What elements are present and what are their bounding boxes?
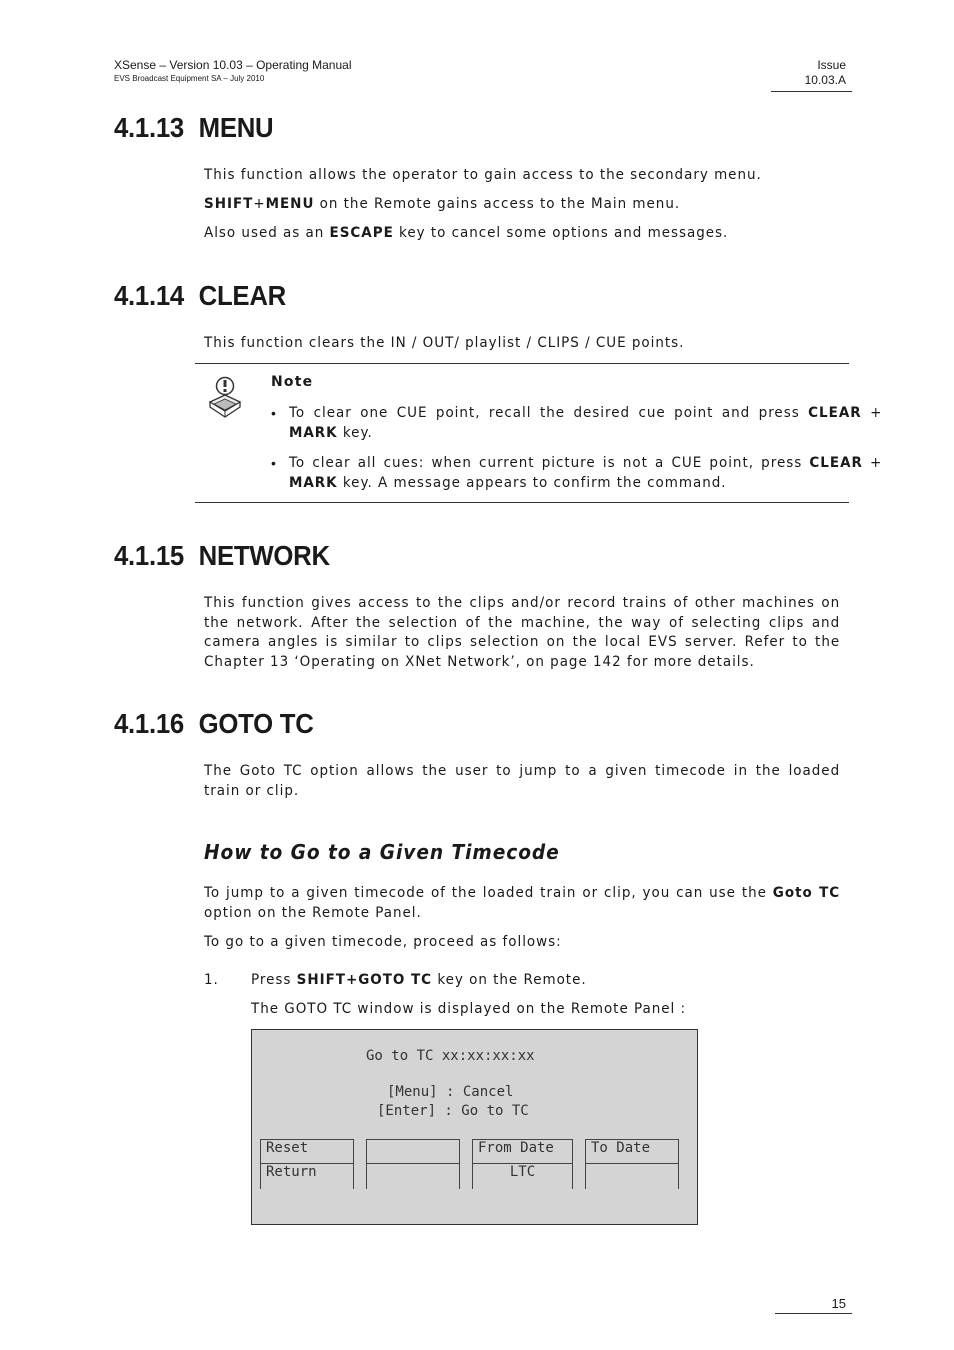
key-shift-goto-tc: SHIFT+GOTO TC [296,972,433,988]
manual-subtitle: EVS Broadcast Equipment SA – July 2010 [114,74,265,83]
panel-key-return: Return [260,1164,354,1189]
issue-value: 10.03.A [804,73,846,87]
section-number: 4.1.13 [114,112,184,143]
section-heading-goto-tc [114,708,314,740]
key-clear: CLEAR [808,405,862,421]
goto-paragraph-2: To jump to a given timecode of the loaded train or clip, you can use the Goto TC option on the Remote Panel. [204,885,841,921]
key-escape: ESCAPE [329,225,394,241]
panel-goto-tc-line: Go to TC xx:xx:xx:xx [366,1048,535,1064]
note-warning-icon [206,375,242,421]
section-title: GOTO TC [198,708,314,739]
key-shift: SHIFT [204,196,254,212]
panel-key-ltc: LTC [472,1164,573,1189]
panel-key-empty-3 [585,1164,679,1189]
section-title: NETWORK [198,540,330,571]
subheading-goto-timecode: How to Go to a Given Timecode [204,840,560,864]
issue-block [805,58,846,88]
section-number: 4.1.16 [114,708,184,739]
issue-label: Issue [817,58,846,72]
header-divider [771,91,852,92]
step-1-subtext: The GOTO TC window is displayed on the Remote Panel : [251,1001,687,1017]
key-clear: CLEAR [809,455,863,471]
key-mark: MARK [289,424,338,441]
step-1-number: 1. [204,972,219,988]
panel-key-to-date: To Date [585,1139,679,1164]
footer-divider [775,1313,852,1314]
section-heading-clear [114,280,286,312]
bullet-icon: • [271,455,276,471]
clear-paragraph-1: This function clears the IN / OUT/ playlist / CLIPS / CUE points. [204,335,685,351]
panel-key-from-date: From Date [472,1139,573,1164]
section-number: 4.1.14 [114,280,184,311]
running-header [114,58,352,84]
panel-key-empty-1 [366,1139,460,1164]
menu-paragraph-2: SHIFT+MENU on the Remote gains access to the Main menu. [204,196,681,212]
note-bottom-rule [195,502,849,503]
step-1-text: Press SHIFT+GOTO TC key on the Remote. [251,972,587,988]
manual-title: XSense – Version 10.03 – Operating Manual [114,58,352,72]
key-goto-tc: Goto TC [772,885,841,901]
panel-key-reset: Reset [260,1139,354,1164]
note-top-rule [195,363,849,364]
page-number: 15 [831,1296,846,1311]
menu-paragraph-3: Also used as an ESCAPE key to cancel some options and messages. [204,225,729,241]
note-title: Note [271,374,314,390]
menu-paragraph-1: This function allows the operator to gain access to the secondary menu. [204,167,762,183]
bullet-icon: • [271,405,276,421]
section-number: 4.1.15 [114,540,184,571]
section-title: CLEAR [198,280,286,311]
section-title: MENU [198,112,274,143]
section-heading-network [114,540,330,572]
goto-paragraph-1: The Goto TC option allows the user to jump to a given timecode in the loaded train or clip. [204,763,841,799]
key-mark: MARK [289,474,338,491]
goto-paragraph-3: To go to a given timecode, proceed as follows: [204,934,562,950]
panel-menu-line: [Menu] : Cancel [387,1084,514,1100]
section-heading-menu [114,112,273,144]
network-paragraph-1: This function gives access to the clips and/or record trains of other machines on the network. After the selection of the machine, the way of selecting clips and camera angles is similar to clips selection on the local EVS server. Refer to the Chapter 13 ‘Operating on XNet Network’, on page 142 for more details. [204,595,841,670]
key-menu: MENU [265,196,315,212]
panel-key-empty-2 [366,1164,460,1189]
panel-enter-line: [Enter] : Go to TC [377,1103,529,1119]
remote-panel-window [251,1029,698,1225]
